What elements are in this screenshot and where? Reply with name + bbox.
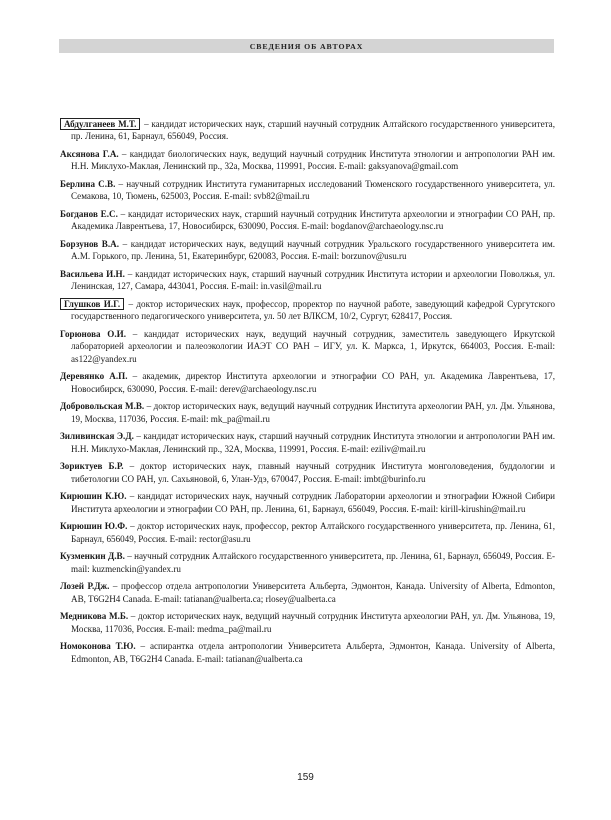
author-name: Зориктуев Б.Р. <box>60 461 124 472</box>
author-details: – кандидат исторических наук, старший научный сотрудник Института истории и археологии Поволжья, ул. Ленинская, 127, Самара, 443041, Россия. E-mail: in.vasil@mail.ru <box>71 269 555 292</box>
author-details: – академик, директор Института археологии и этнографии СО РАН, ул. Академика Лаврентьева, 17, Новосибирск, 630090, Россия. E-mail: derev@archaeology.nsc.ru <box>71 371 555 394</box>
author-name: Кирюшин Ю.Ф. <box>60 521 128 532</box>
author-name: Аксянова Г.А. <box>60 149 119 159</box>
section-title: СВЕДЕНИЯ ОБ АВТОРАХ <box>249 41 364 51</box>
author-entry <box>60 178 555 203</box>
author-name: Деревянко А.П. <box>60 371 128 382</box>
author-name: Абдулганеев М.Т. <box>60 118 140 130</box>
author-name: Зиливинская Э.Д. <box>60 431 134 442</box>
author-list <box>60 118 555 670</box>
author-entry <box>60 550 555 575</box>
author-details: – кандидат исторических наук, ведущий научный сотрудник, заместитель заведующего Иркутской лабораторией археологии и палеоэкологии ИАЭТ СО РАН – ИГУ, ул. К. Маркса, 1, Иркутск, 664003, Россия. E-mail: as122@yandex.ru <box>71 329 555 364</box>
author-entry <box>60 430 555 455</box>
author-details: – кандидат исторических наук, ведущий научный сотрудник Уральского государственного университета им. А.М. Горького, пр. Ленина, 51, Екатеринбург, 620083, Россия. E-mail: borzunov@usu.ru <box>71 239 555 262</box>
author-entry <box>60 490 555 515</box>
author-name: Берлина С.В. <box>60 179 116 189</box>
author-entry <box>60 208 555 233</box>
author-details: – доктор исторических наук, главный научный сотрудник Института монголоведения, буддологии и тибетологии СО РАН, ул. Сахьяновой, 6, Улан-Удэ, 670047, Россия. E-mail: imbt@burinfo.ru <box>71 461 555 484</box>
author-entry <box>60 400 555 425</box>
author-entry <box>60 118 555 143</box>
author-details: – доктор исторических наук, профессор, проректор по научной работе, заведующий кафедрой Сургутского государственного педагогического университета, ул. 50 лет ВЛКСМ, 10/2, Сургут, 628417, Россия. <box>71 299 556 322</box>
author-details: – доктор исторических наук, профессор, ректор Алтайского государственного университета, пр. Ленина, 61, Барнаул, 656049, Россия. E-mail: rector@asu.ru <box>71 521 555 544</box>
author-entry <box>60 520 555 545</box>
page-number: 159 <box>297 772 314 783</box>
author-name: Кирюшин К.Ю. <box>60 491 127 502</box>
author-entry <box>60 640 555 665</box>
author-name: Медникова М.Б. <box>60 611 129 622</box>
author-name: Лозей Р.Дж. <box>60 581 110 592</box>
author-name: Глушков И.Г. <box>60 298 124 310</box>
author-details: – доктор исторических наук, ведущий научный сотрудник Института археологии РАН, ул. Дм. Ульянова, 19, Москва, 117036, Россия. E-mail: medma_pa@mail.ru <box>71 611 556 634</box>
author-details: – научный сотрудник Алтайского государственного университета, пр. Ленина, 61, Барнаул, 656049, Россия. E-mail: kuzmenckin@yandex.ru <box>71 551 555 574</box>
author-entry <box>60 268 555 293</box>
author-entry <box>60 328 555 365</box>
author-details: – кандидат исторических наук, старший научный сотрудник Института этнологии и антропологии РАН им. Н.Н. Миклухо-Маклая, Ленинский пр., 32А, Москва, 119991, Россия. E-mail: eziliv@mail.ru <box>71 431 555 454</box>
author-details: – кандидат биологических наук, ведущий научный сотрудник Института этнологии и антропологии РАН им. Н.Н. Миклухо-Маклая, Ленинский пр., 32а, Москва, 119991, Россия. E-mail: gaksyanova@gmail.com <box>71 149 555 172</box>
author-entry <box>60 238 555 263</box>
author-details: – доктор исторических наук, ведущий научный сотрудник Института археологии РАН, ул. Дм. Ульянова, 19, Москва, 117036, Россия. E-mail: mk_pa@mail.ru <box>71 401 555 424</box>
author-name: Горюнова О.И. <box>60 329 126 339</box>
author-details: – аспирантка отдела антропологии Университета Альберта, Эдмонтон, Канада. University of Alberta, Edmonton, AB, T6G2H4 Canada. E-mail: tatianan@ualberta.ca <box>71 641 555 664</box>
author-name: Васильева И.Н. <box>60 269 125 279</box>
author-entry <box>60 148 555 173</box>
author-details: – кандидат исторических наук, старший научный сотрудник Института археологии и этнографии СО РАН, пр. Академика Лаврентьева, 17, Новосибирск, 630090, Россия. E-mail: bogdanov@archaeology.nsc.ru <box>71 209 556 232</box>
author-name: Добровольская М.В. <box>60 401 145 412</box>
author-details: – научный сотрудник Института гуманитарных исследований Тюменского государственного университета, ул. Семакова, 10, Тюмень, 625003, Россия. E-mail: svb82@mail.ru <box>71 179 555 202</box>
author-name: Номоконова Т.Ю. <box>60 641 136 652</box>
author-entry <box>60 580 555 605</box>
author-entry <box>60 298 555 323</box>
author-name: Кузменкин Д.В. <box>60 551 125 562</box>
author-entry <box>60 370 555 395</box>
author-entry <box>60 460 555 485</box>
author-details: – кандидат исторических наук, научный сотрудник Лаборатории археологии и этнографии Южной Сибири Института археологии и этнографии СО РАН, пр. Ленина, 61, Барнаул, 656049, Россия. E-mail: kirill-kirushin@mail.ru <box>71 491 555 514</box>
author-name: Борзунов В.А. <box>60 239 119 249</box>
author-entry <box>60 610 555 635</box>
section-header-bar <box>59 39 554 53</box>
author-details: – профессор отдела антропологии Университета Альберта, Эдмонтон, Канада. University of Alberta, Edmonton, AB, T6G2H4 Canada. E-mail: tatianan@ualberta.ca; rlosey@ualberta.ca <box>71 581 555 604</box>
author-details: – кандидат исторических наук, старший научный сотрудник Алтайского государственного университета, пр. Ленина, 61, Барнаул, 656049, Россия. <box>71 119 555 142</box>
author-name: Богданов Е.С. <box>60 209 118 219</box>
